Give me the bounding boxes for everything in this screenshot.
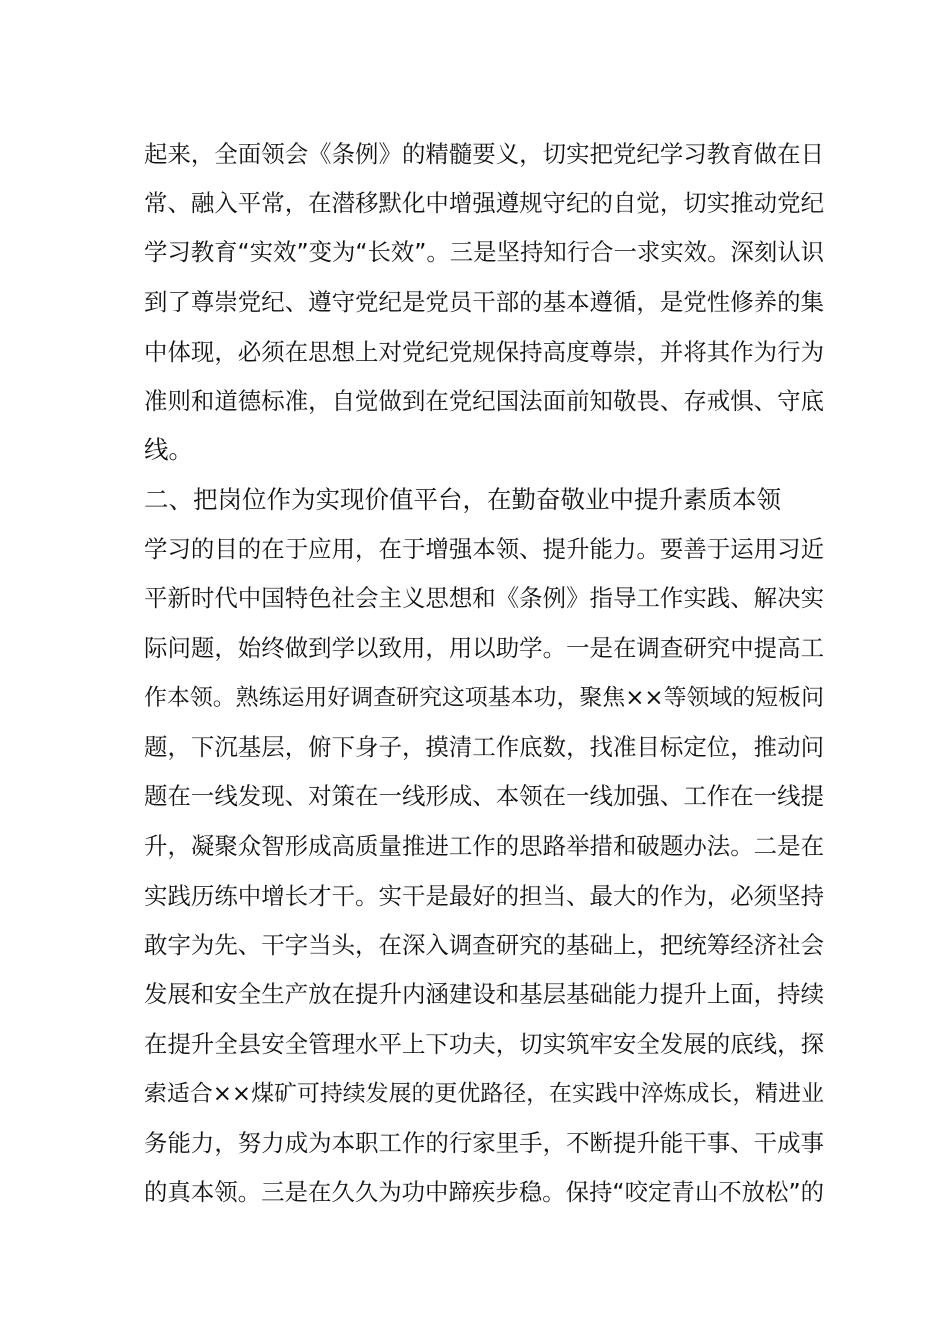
text-line: 索适合××煤矿可持续发展的更优路径，在实践中淬炼成长，精进业 [144,1081,824,1107]
text-line: 学习的目的在于应用，在于增强本领、提升能力。要善于运用习近 [144,535,824,563]
text-line: 到了尊崇党纪、遵守党纪是党员干部的基本遵循，是党性修养的集 [144,288,824,316]
text-line: 准则和道德标准，自觉做到在党纪国法面前知敬畏、存戒惧、守底 [144,387,824,415]
section-heading: 二、把岗位作为实现价值平台，在勤奋敬业中提升素质本领 [144,485,781,514]
text-line: 在提升全县安全管理水平上下功夫，切实筑牢安全发展的底线，探 [144,1030,824,1058]
text-line: 起来，全面领会《条例》的精髓要义，切实把党纪学习教育做在日 [144,140,824,168]
text-line: 题，下沉基层，俯下身子，摸清工作底数，找准目标定位，推动问 [144,733,824,761]
text-line: 作本领。熟练运用好调查研究这项基本功，聚焦××等领域的短板问 [144,685,824,711]
text-line: 常、融入平常，在潜移默化中增强遵规守纪的自觉，切实推动党纪 [144,189,824,217]
text-line: 际问题，始终做到学以致用，用以助学。一是在调查研究中提高工 [144,634,824,662]
text-line: 线。 [144,435,193,464]
text-line: 中体现，必须在思想上对党纪党规保持高度尊崇，并将其作为行为 [144,338,824,366]
text-line: 实践历练中增长才干。实干是最好的担当、最大的作为，必须坚持 [144,882,824,910]
text-line: 学习教育“实效”变为“长效”。三是坚持知行合一求实效。深刻认识 [144,238,825,266]
text-line: 题在一线发现、对策在一线形成、本领在一线加强、工作在一线提 [144,782,824,810]
text-line: 敢字为先、干字当头，在深入调查研究的基础上，把统筹经济社会 [144,931,824,959]
text-line: 平新时代中国特色社会主义思想和《条例》指导工作实践、解决实 [144,584,824,612]
text-line: 的真本领。三是在久久为功中蹄疾步稳。保持“咬定青山不放松”的 [144,1178,825,1206]
text-line: 升，凝聚众智形成高质量推进工作的思路举措和破题办法。二是在 [144,832,824,860]
text-line: 发展和安全生产放在提升内涵建设和基层基础能力提升上面，持续 [144,980,824,1008]
text-line: 务能力，努力成为本职工作的行家里手，不断提升能干事、干成事 [144,1129,824,1157]
